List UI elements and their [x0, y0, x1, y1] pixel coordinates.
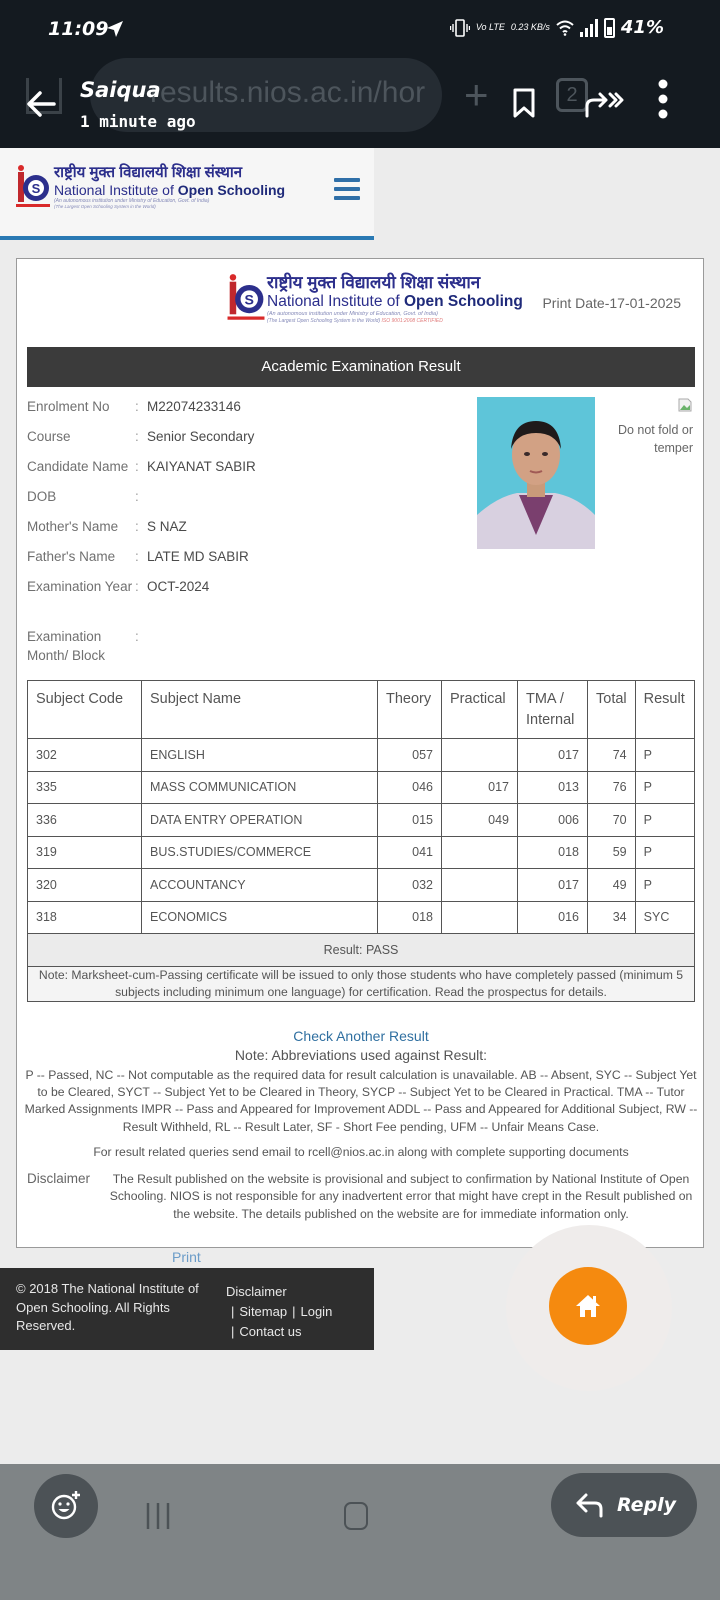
info-row-enrolment	[27, 395, 467, 425]
ghost-plus-icon: +	[464, 71, 489, 118]
site-header	[0, 148, 374, 240]
viewer-top-bar	[0, 0, 720, 148]
info-row-course	[27, 425, 467, 455]
info-row-father-name	[27, 545, 467, 575]
cell-total: 59	[588, 836, 636, 869]
abbreviations-body: P -- Passed, NC -- Not computable as the required data for result calculation is unavailable. AB -- Absent, SYC -- Subject Yet to be Cleared, SYCT -- Subject Yet to be Cleared in Theory, SYCP -- Subject Yet to be Cleared in Practical. TMA -- Tutor Marked Assignments IMPR -- Pass and Appeared for Improvement ADDL -- Pass and Appeared for Additional Subject, RW -- Result Withheld, RL -- Result Later, SF - Short Fee pending, UFM -- Unfair Means Case.	[24, 1068, 698, 1134]
nios-logo[interactable]	[16, 164, 285, 210]
info-separator: :	[135, 489, 139, 504]
cell-theory: 041	[378, 836, 442, 869]
table-row	[28, 836, 695, 869]
recent-apps-icon[interactable]	[145, 1503, 171, 1529]
cell-subject-code: 336	[28, 804, 142, 837]
info-label: Mother's Name	[27, 519, 119, 534]
cell-practical	[442, 869, 518, 902]
cell-subject-code: 335	[28, 771, 142, 804]
logo-english-prefix: National Institute of	[54, 182, 178, 198]
table-row	[28, 869, 695, 902]
battery-icon	[604, 18, 615, 38]
battery-percent: 41%	[620, 17, 664, 38]
result-summary-row	[28, 934, 695, 967]
location-arrow-icon	[106, 20, 124, 38]
candidate-photo	[477, 397, 595, 549]
cell-subject-name: ACCOUNTANCY	[142, 869, 378, 902]
info-separator: :	[135, 459, 139, 474]
bottom-bar	[0, 1493, 720, 1600]
header-practical: Practical	[442, 681, 518, 739]
footer-link-login[interactable]: Login	[300, 1304, 333, 1319]
info-value: LATE MD SABIR	[147, 549, 249, 564]
broken-image-icon	[677, 397, 693, 413]
cell-subject-code: 318	[28, 901, 142, 934]
cell-theory: 032	[378, 869, 442, 902]
result-summary: Result: PASS	[28, 934, 695, 967]
table-row	[28, 804, 695, 837]
nios-logo-mark-icon	[227, 273, 265, 323]
info-label: Examination Year	[27, 579, 133, 594]
footer-divider: |	[231, 1324, 235, 1339]
cell-theory: 057	[378, 739, 442, 772]
result-card	[16, 258, 704, 1248]
info-separator: :	[135, 579, 139, 594]
result-logo	[227, 273, 523, 325]
svg-text:S: S	[31, 181, 41, 196]
result-title-bar: Academic Examination Result	[27, 347, 695, 387]
cell-practical	[442, 901, 518, 934]
network-type: Vo LTE	[475, 22, 505, 32]
logo-subtitle: (An autonomous institution under Ministry of Education, Govt. of India)	[54, 198, 210, 204]
cell-total: 70	[588, 804, 636, 837]
header-subject-code: Subject Code	[28, 681, 142, 739]
logo-subtitle-2: (The Largest Open Schooling System in the World)	[54, 204, 156, 209]
result-logo-iso: ISO 9001:2008 CERTIFIED	[381, 318, 443, 324]
header-tma: TMA / Internal	[518, 681, 588, 739]
abbreviations-title: Note: Abbreviations used against Result:	[234, 1047, 488, 1063]
svg-text:S: S	[244, 291, 254, 308]
logo-english	[54, 182, 285, 198]
info-row-mother-name	[27, 515, 467, 545]
status-time: 11:09	[48, 18, 109, 40]
cell-theory: 015	[378, 804, 442, 837]
info-label: Father's Name	[27, 549, 116, 564]
background-url: results.nios.ac.in/hor	[150, 76, 426, 109]
info-value: OCT-2024	[147, 579, 210, 594]
home-button[interactable]	[549, 1267, 627, 1345]
cell-result: P	[635, 771, 694, 804]
info-row-candidate-name	[27, 455, 467, 485]
result-logo-subtitle: (An autonomous institution under Ministry of Education, Govt. of India)	[267, 311, 438, 317]
cell-result: SYC	[635, 901, 694, 934]
footer-link-disclaimer[interactable]: Disclaimer	[226, 1284, 287, 1299]
footer-copyright: © 2018 The National Institute of Open Schooling. All Rights Reserved.	[16, 1281, 199, 1333]
cell-total: 34	[588, 901, 636, 934]
footer-link-sitemap[interactable]: Sitemap	[239, 1304, 288, 1319]
react-emoji-button[interactable]	[34, 1474, 98, 1538]
sender-name: Saiqua	[80, 78, 161, 102]
cell-subject-code: 320	[28, 869, 142, 902]
cell-total: 76	[588, 771, 636, 804]
table-row	[28, 771, 695, 804]
cell-subject-code: 302	[28, 739, 142, 772]
info-row-exam-block	[27, 625, 467, 675]
marks-table-header	[28, 681, 695, 739]
nios-logo-mark-icon	[16, 164, 50, 210]
footer-links	[226, 1282, 332, 1342]
forward-icon[interactable]	[584, 90, 624, 118]
signal-icon	[580, 19, 598, 37]
header-theory: Theory	[378, 681, 442, 739]
certificate-note-row	[28, 966, 695, 1001]
result-logo-tagline: (The Largest Open Schooling System in the World)	[267, 318, 381, 324]
status-icons	[450, 17, 664, 38]
cell-tma: 006	[518, 804, 588, 837]
result-logo-english-prefix: National Institute of	[267, 293, 404, 310]
info-value: S NAZ	[147, 519, 187, 534]
candidate-info	[27, 395, 467, 675]
table-row	[28, 739, 695, 772]
info-separator: :	[135, 629, 139, 644]
cell-practical: 049	[442, 804, 518, 837]
cell-subject-name: MASS COMMUNICATION	[142, 771, 378, 804]
result-logo-hindi: राष्ट्रीय मुक्त विद्यालयी शिक्षा संस्थान	[267, 273, 481, 292]
info-label: Examination Month/ Block	[27, 629, 106, 663]
info-row-exam-year	[27, 575, 467, 625]
cell-result: P	[635, 804, 694, 837]
info-label: Enrolment No	[27, 399, 110, 414]
site-footer	[0, 1268, 374, 1350]
cell-tma: 018	[518, 836, 588, 869]
logo-hindi: राष्ट्रीय मुक्त विद्यालयी शिक्षा संस्थान	[54, 164, 243, 181]
cell-result: P	[635, 836, 694, 869]
info-label: Candidate Name	[27, 459, 129, 474]
cell-subject-name: BUS.STUDIES/COMMERCE	[142, 836, 378, 869]
info-label: DOB	[27, 489, 57, 504]
info-label: Course	[27, 429, 71, 444]
info-separator: :	[135, 399, 139, 414]
print-date: Print Date-17-01-2025	[542, 295, 681, 311]
footer-divider: |	[231, 1304, 235, 1319]
cell-total: 74	[588, 739, 636, 772]
disclaimer-label: Disclaimer	[27, 1171, 91, 1186]
menu-hamburger-icon[interactable]	[334, 178, 360, 200]
vibrate-icon	[450, 19, 470, 37]
add-reaction-icon	[50, 1490, 82, 1522]
more-options-icon[interactable]	[656, 78, 670, 120]
result-logo-subtitle-2	[267, 318, 523, 325]
info-separator: :	[135, 519, 139, 534]
reply-label: Reply	[617, 1494, 677, 1516]
cell-tma: 016	[518, 901, 588, 934]
bookmark-icon[interactable]	[512, 88, 536, 118]
cell-practical	[442, 836, 518, 869]
marks-table	[27, 680, 695, 1002]
info-value: KAIYANAT SABIR	[147, 459, 256, 474]
cell-subject-name: ECONOMICS	[142, 901, 378, 934]
check-another-result-link[interactable]: Check Another Result	[293, 1028, 429, 1044]
wifi-icon	[556, 20, 574, 36]
info-row-dob	[27, 485, 467, 515]
cell-tma: 017	[518, 869, 588, 902]
print-link[interactable]: Print	[172, 1249, 201, 1265]
result-logo-english-bold: Open Schooling	[404, 293, 523, 310]
cell-subject-name: ENGLISH	[142, 739, 378, 772]
sent-time: 1 minute ago	[80, 112, 196, 131]
header-subject-name: Subject Name	[142, 681, 378, 739]
cell-tma: 017	[518, 739, 588, 772]
logo-english-bold: Open Schooling	[177, 182, 286, 198]
result-logo-english	[267, 293, 523, 311]
network-speed: 0.23 KB/s	[510, 22, 550, 32]
cell-result: P	[635, 739, 694, 772]
disclaimer-body: The Result published on the website is provisional and subject to confirmation by National Institute of Open Schooling. NIOS is not responsible for any inadvertent error that might have crept in the Result published on the website. The details published on the website are for immediate information only.	[109, 1172, 693, 1221]
cell-subject-code: 319	[28, 836, 142, 869]
info-value: Senior Secondary	[147, 429, 255, 444]
info-separator: :	[135, 429, 139, 444]
header-result: Result	[635, 681, 694, 739]
cell-theory: 018	[378, 901, 442, 934]
reply-button[interactable]	[551, 1473, 697, 1537]
cell-practical: 017	[442, 771, 518, 804]
home-icon	[574, 1293, 602, 1319]
info-separator: :	[135, 549, 139, 564]
cell-tma: 013	[518, 771, 588, 804]
nav-home-icon[interactable]	[344, 1502, 368, 1530]
cell-theory: 046	[378, 771, 442, 804]
certificate-note: Note: Marksheet-cum-Passing certificate will be issued to only those students who have completely passed (minimum 5 subjects including minimum one language) for certification. Read the prospectus for details.	[28, 966, 695, 1001]
cell-subject-name: DATA ENTRY OPERATION	[142, 804, 378, 837]
fold-note: Do not fold or temper	[617, 423, 693, 455]
cell-practical	[442, 739, 518, 772]
table-row	[28, 901, 695, 934]
footer-link-contact[interactable]: Contact us	[239, 1324, 302, 1339]
footer-divider: |	[292, 1304, 296, 1319]
cell-total: 49	[588, 869, 636, 902]
candidate-photo-image	[477, 397, 595, 549]
cell-result: P	[635, 869, 694, 902]
ghost-tab-count: 2	[556, 78, 588, 112]
back-arrow-icon[interactable]	[24, 86, 60, 122]
header-total: Total	[588, 681, 636, 739]
info-value: M22074233146	[147, 399, 241, 414]
reply-arrow-icon	[575, 1492, 605, 1518]
queries-note: For result related queries send email to rcell@nios.ac.in along with complete supporting documents	[93, 1145, 629, 1159]
